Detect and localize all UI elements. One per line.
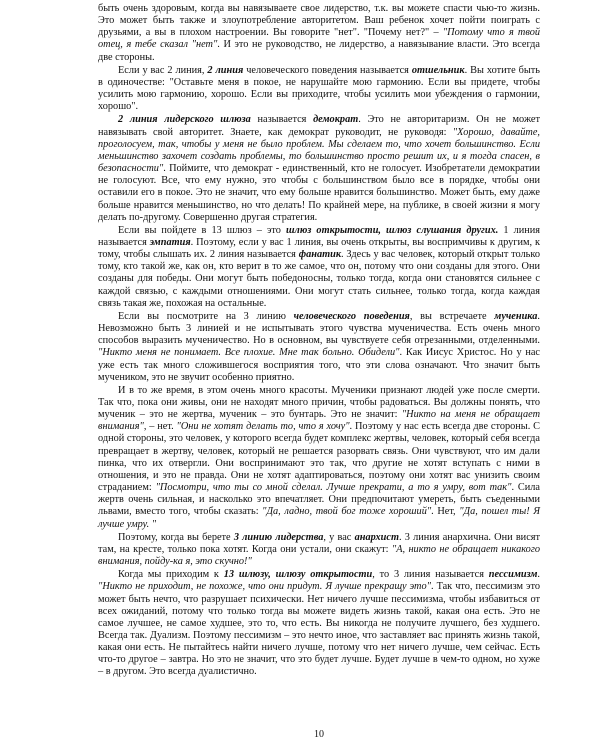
emphasized-text: "Да, ладно, твой бог тоже хороший" <box>262 506 432 518</box>
text-run: . Как Иисус Христос. Но у нас уже есть так много сложившегося восприятия того, что эти слова означают. Что значит быть мучеником, это не звучит особенно приятно. <box>98 347 540 383</box>
text-run: . Вы хотите быть в одиночестве: "Оставьте меня в покое, не нарушайте мою гармонию. Если вы придете, чтобы усилить мою гармонию, хорошо. Если вы приходите, чтобы усилить мои убеждения о гармонии, хорошо". <box>98 64 540 113</box>
text-run: называется <box>250 114 314 126</box>
text-run: Когда мы приходим к <box>118 569 224 581</box>
text-run: быть очень здоровым, когда вы навязываете свое лидерство, т.к. вы можете спасти чью-то жизнь. Это может быть также и злоупотребление авторитетом. Ваш ребенок хочет пойти поиграть с друзьями, а вы в плохом настроении. Вы говорите "нет". "Почему нет?" – <box>98 3 540 39</box>
emphasized-text: фанатик <box>298 249 342 261</box>
emphasized-text: "Хорошо, давайте, проголосуем, так, чтобы у меня не было проблем. Мы сделаем то, что хочет большинство. Если меньшинство захочет создать проблемы, то большинство просто решит их, и я тогда спасен, в безопасности" <box>98 126 541 175</box>
paragraph <box>98 532 540 568</box>
page-number: 10 <box>314 729 324 740</box>
text-run: . Нет, <box>431 506 460 518</box>
emphasized-text: мученика <box>494 310 538 322</box>
emphasized-text: анархист <box>354 531 399 543</box>
text-run: , – нет. <box>143 421 177 433</box>
paragraph <box>98 385 540 531</box>
emphasized-text: "Никто на меня не обращает внимания" <box>98 409 541 433</box>
paragraph <box>98 569 540 678</box>
paragraph <box>98 3 540 64</box>
text-run: Если у вас 2 линия, <box>118 64 208 76</box>
text-run: Если вы посмотрите на 3 линию <box>118 310 294 322</box>
text-run: 1 линия называется <box>98 224 540 248</box>
emphasized-text: 2 линия лидерского шлюза <box>118 114 251 126</box>
text-run: Если вы пойдете в 13 шлюз – это <box>118 224 286 236</box>
emphasized-text: шлюз открытости, шлюз слушания других. <box>285 224 499 236</box>
text-run: , у вас <box>323 531 355 543</box>
paragraph <box>98 311 540 384</box>
text-run: . Поэтому, если у вас 1 линия, вы очень открыты, вы воспримчивы к другим, к тому, чтобы слышать их. 2 линия называется <box>98 236 540 261</box>
emphasized-text: эмпатия <box>149 236 191 248</box>
text-run: Поэтому, когда вы берете <box>118 531 234 543</box>
paragraph <box>98 225 540 310</box>
body-text <box>98 3 540 679</box>
paragraph <box>98 114 540 223</box>
emphasized-text: "Да, пошел ты! Я лучше умру. " <box>98 506 540 530</box>
text-run: . Поймите, что демократ - единственный, кто не голосует. Изобретатели демократии не голосуют. Все, что ему нужно, это чтобы с большинством было все в порядке, чтобы они оставили его в покое. Это не значит, что ему больше нравится большинство. Может быть, ему даже больше нравится меньшинство, но что делать! По крайней мере, на публике, в своей жизни я могу делать по-другому. Совершенно другая стратегия. <box>98 163 540 223</box>
text-run: , вы встречаете <box>409 310 495 322</box>
emphasized-text: "А, никто не обращает никакого внимания, пойду-ка я, это скучно!" <box>98 543 540 568</box>
emphasized-text: 13 шлюзу, шлюзу открытости <box>223 569 373 581</box>
text-run: . Здесь у вас человек, который открыт только тому, кто такой же, как он, кто верит в то же самое, что он, потому что они созданы для этого. Они созданы для победы. Они могут быть победоносны, только тогда, когда они становятся сильнее с каждой связью, с каждыми отношениями. Они могут стать сильнее, только тогда, когда каждая связь такая же, похожая на остальные. <box>98 249 540 309</box>
text-run: . Невозможно быть 3 линией и не испытывать этого чувства мученичества. Есть очень много способов выразить мученичество. Но в основном, вы чувствуете себя отрезанными, отделенными. <box>98 310 540 347</box>
emphasized-text: "Потому что я твой отец, я тебе сказал "нет" <box>98 27 540 51</box>
text-run: , то 3 линия называется <box>372 569 489 581</box>
text-run: . Сила жертв очень сильная, и насколько это впечатляет. Они предпочитают умереть, быть съеденными львами, вместо того, чтобы сказать: <box>98 482 540 518</box>
emphasized-text: пессимизм <box>488 569 538 581</box>
emphasized-text: 2 линия <box>207 64 244 76</box>
emphasized-text: отшельник <box>411 64 465 76</box>
text-run: . Так что, пессимизм это может быть нечто, что разрушает психически. Нет ничего лучше пессимизма, чтобы избавиться от всех ожиданий, потому что только тогда вы можете видеть жизнь такой, какая она есть. Это не самое лучшее, не самое худшее, это то, что есть. Вы никогда не получите лучшего, без худшего. Всегда так. Дуализм. Поэтому пессимизм – это нечто иное, что заставляет вас принять жизнь такой, какая они есть. Не пытайтесь найти ничего лучше, потому что нет ничего лучше, чем сейчас. Есть что-то другое – завтра. Но это не значит, что это будет лучше. Будет лучше в чем-то одном, но хуже – в другом. Это всегда дуалистично. <box>98 581 540 678</box>
text-run: . И это не руководство, не лидерство, а навязывание власти. Это всегда две стороны. <box>98 39 540 63</box>
emphasized-text: демократ <box>313 114 359 126</box>
text-run: . Это не авторитаризм. Он не может навязывать свой авторитет. Знаете, как демократ руководит, не руководя: <box>98 114 540 138</box>
emphasized-text: "Никто меня не понимает. Все плохие. Мне так больно. Обидели" <box>98 347 400 359</box>
emphasized-text: "Никто не приходит, не похоже, что они придут. Я лучше прекращу это" <box>98 581 431 593</box>
emphasized-text: 3 линию лидерства <box>233 531 324 543</box>
text-run: . <box>537 569 540 581</box>
text-run: И в то же время, в этом очень много красоты. Мученики признают людей уже после смерти. Так что, пока они живы, они не находят много причин, чтобы радоваться. Вы должны понять, что мученик – это не жертва, мученик – это бунтарь. Это не значит: <box>98 384 540 421</box>
text-run: . 3 линия анархична. Они висят там, на кресте, только пока хотят. Когда они устали, они скажут: <box>98 531 541 555</box>
text-run: человеческого поведения называется <box>243 64 412 76</box>
emphasized-text: "Они не хотят делать то, что я хочу" <box>176 421 350 433</box>
paragraph <box>98 65 540 114</box>
emphasized-text: человеческого поведения <box>293 310 410 322</box>
emphasized-text: "Посмотри, что ты со мной сделал. Лучше прекрати, а то я умру, вот так" <box>155 482 512 494</box>
text-run: . Поэтому у нас есть всегда две стороны. С одной стороны, это человек, у которого всегда будет комплекс жертвы, человек, который себя всегда превращает в жертву, человек, который не решается разорвать связь. Они чувствуют, что им дали пинка, что их отвергли. Они воспринимают это так, что другие не хотят вступать с ними в отношения, и это не правда. Они не хотят адаптироваться, поэтому они хотят вас унизить своим страданием: <box>98 421 541 494</box>
